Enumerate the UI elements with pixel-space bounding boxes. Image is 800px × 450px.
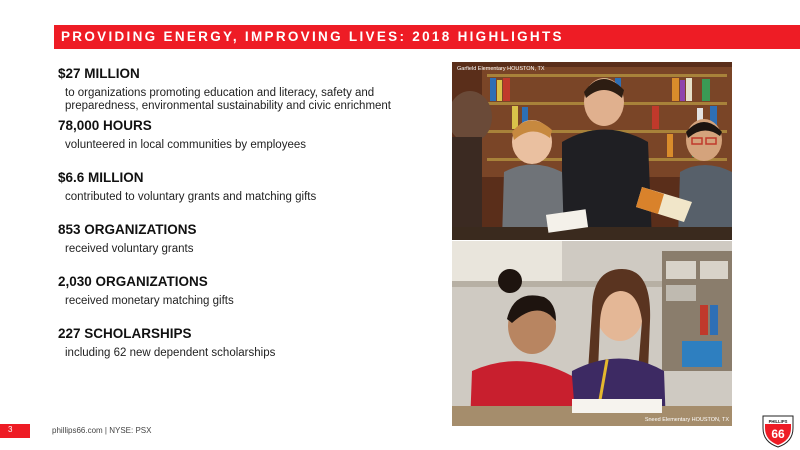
highlight-item	[58, 222, 448, 274]
highlight-figure: 2,030 ORGANIZATIONS	[58, 274, 208, 289]
photo-caption: Sneed Elementary HOUSTON, TX	[644, 417, 729, 423]
title-bar	[54, 25, 800, 49]
highlight-desc: volunteered in local communities by employees	[65, 139, 306, 151]
highlight-desc: received voluntary grants	[65, 243, 194, 255]
highlight-desc: including 62 new dependent scholarships	[65, 347, 276, 359]
photo-classroom-reading	[452, 62, 732, 240]
highlight-desc: preparedness, environmental sustainability and civic enrichment	[65, 100, 392, 112]
photo-tutoring	[452, 241, 732, 426]
photo-illustration	[452, 241, 732, 426]
svg-text:PHILLIPS: PHILLIPS	[768, 419, 788, 424]
page-number: 3	[8, 425, 13, 434]
footer-text: phillips66.com | NYSE: PSX	[52, 426, 152, 435]
highlight-item	[58, 118, 448, 170]
highlight-item	[58, 66, 448, 118]
svg-text:66: 66	[771, 427, 785, 441]
page-number-box	[0, 424, 30, 438]
photo-caption: Garfield Elementary HOUSTON, TX	[457, 66, 545, 72]
highlight-item	[58, 170, 448, 222]
photo-illustration	[452, 62, 732, 240]
highlight-item	[58, 274, 448, 326]
highlight-figure: 853 ORGANIZATIONS	[58, 222, 197, 237]
highlight-figure: $6.6 MILLION	[58, 170, 144, 185]
highlights-list	[58, 66, 448, 378]
highlight-desc: to organizations promoting education and literacy, safety and	[65, 87, 375, 99]
highlight-figure: 227 SCHOLARSHIPS	[58, 326, 192, 341]
highlight-desc: received monetary matching gifts	[65, 295, 234, 307]
footer	[0, 424, 800, 438]
highlight-desc: contributed to voluntary grants and matching gifts	[65, 191, 317, 203]
highlight-item	[58, 326, 448, 378]
phillips-66-logo	[761, 412, 795, 448]
highlight-figure: 78,000 HOURS	[58, 118, 152, 133]
page-title: PROVIDING ENERGY, IMPROVING LIVES: 2018 HIGHLIGHTS	[61, 29, 564, 44]
highlight-figure: $27 MILLION	[58, 66, 140, 81]
